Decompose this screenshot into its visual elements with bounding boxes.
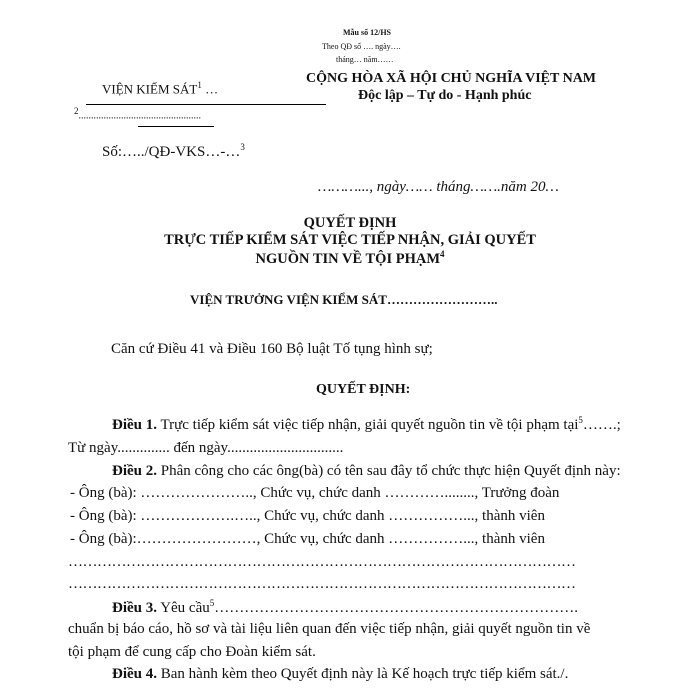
title-subject-line2: NGUỒN TIN VỀ TỘI PHẠM$^4$: [255, 249, 445, 267]
dotted-fill-line: ……………………………………………………………………………………………: [68, 554, 576, 570]
title-decision: QUYẾT ĐỊNH: [303, 215, 397, 231]
form-decision-date: tháng… năm……: [336, 55, 394, 64]
member-row: - Ông (bà): ………………….., Chức vụ, chức danh …………........, Trưởng đoàn: [70, 485, 560, 501]
article-3-line3: tội phạm để cung cấp cho Đoàn kiểm sát.: [68, 644, 316, 660]
legal-basis: Căn cứ Điều 41 và Điều 160 Bộ luật Tố tụng hình sự;: [111, 341, 433, 357]
document-number: Số:…../QĐ-VKS…-…$^3$: [102, 142, 245, 160]
article-1-dates: Từ ngày.............. đến ngày...............................: [68, 440, 344, 456]
country-name: CỘNG HÒA XÃ HỘI CHỦ NGHĨA VIỆT NAM: [306, 71, 597, 86]
article-3-line2: chuẩn bị báo cáo, hồ sơ và tài liệu liên quan đến việc tiếp nhận, giải quyết nguồn tin về: [68, 621, 591, 637]
article-4: Điều 4. Ban hành kèm theo Quyết định này là Kế hoạch trực tiếp kiểm sát./.: [112, 666, 569, 682]
national-motto: Độc lập – Tự do - Hạnh phúc: [358, 88, 532, 103]
form-decision-ref: Theo QĐ số …. ngày….: [322, 42, 401, 51]
member-row: - Ông (bà):……………………, Chức vụ, chức danh ……………..., thành viên: [70, 531, 545, 547]
agency-name: VIỆN KIỂM SÁT$^1$ …: [102, 80, 219, 97]
agency-underline: [86, 104, 326, 105]
title-subject-line1: TRỰC TIẾP KIỂM SÁT VIỆC TIẾP NHẬN, GIẢI QUYẾT: [164, 232, 536, 248]
sub-agency-underline: [138, 126, 214, 127]
member-row: - Ông (bà): ……………….….., Chức vụ, chức danh ……………..., thành viên: [70, 508, 545, 524]
issuer: VIỆN TRƯỞNG VIỆN KIỂM SÁT……………………..: [190, 292, 498, 307]
article-3: Điều 3. Yêu cầu$^5$……………………………………………………………….: [112, 598, 578, 616]
article-1: Điều 1. Trực tiếp kiểm sát việc tiếp nhận, giải quyết nguồn tin về tội phạm tại$^5$…….;: [112, 415, 621, 433]
date-line: ………..., ngày…… tháng…….năm 20…: [318, 179, 559, 195]
decide-heading: QUYẾT ĐỊNH:: [316, 382, 411, 397]
article-2: Điều 2. Phân công cho các ông(bà) có tên sau đây tổ chức thực hiện Quyết định này:: [112, 463, 621, 479]
dotted-fill-line: ……………………………………………………………………………………………: [68, 576, 576, 592]
sub-agency-line: $^2$.................................................: [74, 106, 201, 122]
form-number: Mẫu số 12/HS: [343, 28, 392, 37]
